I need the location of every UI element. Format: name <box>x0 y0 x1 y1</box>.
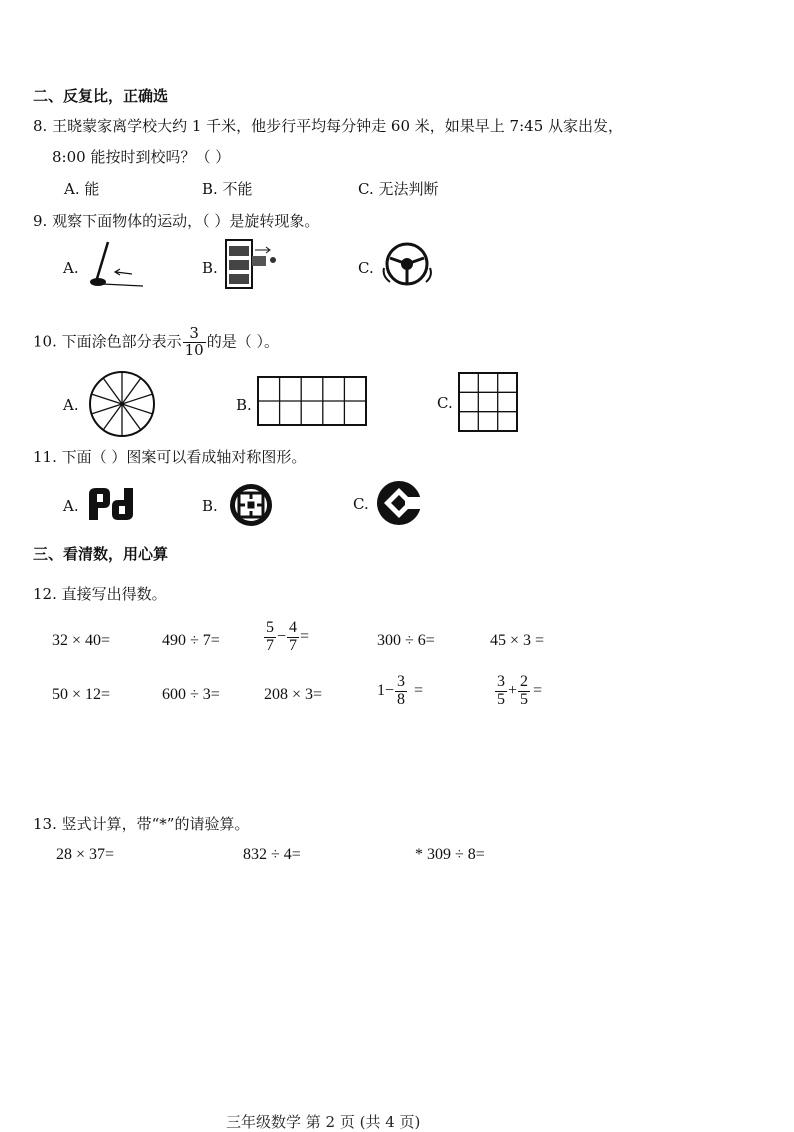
q12-r2e5-denominator-1: 5 <box>497 690 505 708</box>
q13-expr-2: 832 ÷ 4= <box>243 846 301 863</box>
q12-expr-3 <box>263 620 309 655</box>
q8-option-c[interactable]: C. 无法判断 <box>358 180 439 198</box>
question-8-line-1: 8. 王晓蒙家离学校大约 1 千米，他步行平均每分钟走 60 米，如果早上 7:45 从家出发， <box>33 117 624 135</box>
q10-suffix: 的是（ ）。 <box>206 332 279 351</box>
equals: = <box>533 681 543 699</box>
page-footer: 三年级数学 第 2 页 (共 4 页) <box>226 1113 421 1131</box>
section-2-title: 二、反复比，正确选 <box>33 87 169 105</box>
q12-r2e5-numerator-2: 2 <box>520 673 529 690</box>
q12-r1e3-denominator-1: 7 <box>266 636 274 654</box>
question-11-text: 11. 下面（ ）图案可以看成轴对称图形。 <box>33 448 307 466</box>
rectangle-grid-figure <box>257 376 369 428</box>
pendulum-swing-icon <box>88 240 146 288</box>
q11-option-a-label[interactable]: A. <box>63 497 79 515</box>
q12-expr-1: 32 × 40= <box>52 632 111 649</box>
q13-expr-3: * 309 ÷ 8= <box>415 846 485 863</box>
q12-r1e3-numerator-2: 4 <box>289 619 298 636</box>
section-3-title: 三、看清数，用心算 <box>33 545 169 563</box>
q12-expr-5: 45 × 3 = <box>490 632 545 649</box>
bank-logo-c-icon <box>375 479 423 527</box>
q11-option-c-label[interactable]: C. <box>353 495 369 513</box>
bank-logo-b-icon <box>228 482 274 528</box>
circle-divided-figure <box>88 370 158 440</box>
q10-option-b-label[interactable]: B. <box>236 396 252 414</box>
square-grid-figure <box>458 372 520 434</box>
q12-r1e3-numerator-1: 5 <box>266 619 274 636</box>
fraction <box>495 674 507 709</box>
q10-prefix: 10. 下面涂色部分表示 <box>33 332 182 351</box>
q12-expr-10 <box>494 674 542 709</box>
q12-expr-9 <box>377 674 423 709</box>
q12-expr-6: 50 × 12= <box>52 686 111 703</box>
q8-option-a[interactable]: A. 能 <box>64 180 100 198</box>
one-minus: 1− <box>377 681 395 699</box>
q11-option-b-label[interactable]: B. <box>202 497 218 515</box>
steering-wheel-icon <box>380 238 436 290</box>
equals: = <box>300 627 310 645</box>
question-12-text: 12. 直接写出得数。 <box>33 585 167 603</box>
q10-fraction-denominator: 10 <box>184 340 204 359</box>
bank-logo-a-icon <box>86 484 136 524</box>
fraction <box>395 674 407 709</box>
fraction <box>264 620 276 655</box>
question-10 <box>33 326 279 359</box>
question-8-line-2: 8:00 能按时到校吗？（ ） <box>52 148 231 166</box>
q12-r2e5-numerator-1: 3 <box>497 673 505 690</box>
q12-r2e5-denominator-2: 5 <box>520 690 529 708</box>
operator: − <box>277 627 287 645</box>
q9-option-b-label[interactable]: B. <box>202 259 218 277</box>
q12-r2e4-numerator: 3 <box>397 673 406 690</box>
q8-option-b[interactable]: B. 不能 <box>202 180 253 198</box>
q12-expr-8: 208 × 3= <box>264 686 323 703</box>
operator: + <box>508 681 518 699</box>
fraction <box>287 620 299 655</box>
q12-r1e3-denominator-2: 7 <box>289 636 298 654</box>
equals: = <box>414 681 424 699</box>
drawer-sliding-icon <box>225 238 280 290</box>
fraction-3-10 <box>183 326 206 359</box>
q9-option-c-label[interactable]: C. <box>358 259 374 277</box>
q12-r2e4-denominator: 8 <box>397 690 406 708</box>
question-13-text: 13. 竖式计算，带“*”的请验算。 <box>33 815 250 833</box>
q10-option-c-label[interactable]: C. <box>437 394 453 412</box>
q12-expr-2: 490 ÷ 7= <box>162 632 220 649</box>
fraction <box>518 674 530 709</box>
q10-option-a-label[interactable]: A. <box>63 396 79 414</box>
q12-expr-4: 300 ÷ 6= <box>377 632 435 649</box>
question-9-text: 9. 观察下面物体的运动，（ ）是旋转现象。 <box>33 212 320 230</box>
q9-option-a-label[interactable]: A. <box>63 259 79 277</box>
q13-expr-1: 28 × 37= <box>56 846 115 863</box>
q10-fraction-numerator: 3 <box>183 326 206 343</box>
q12-expr-7: 600 ÷ 3= <box>162 686 220 703</box>
